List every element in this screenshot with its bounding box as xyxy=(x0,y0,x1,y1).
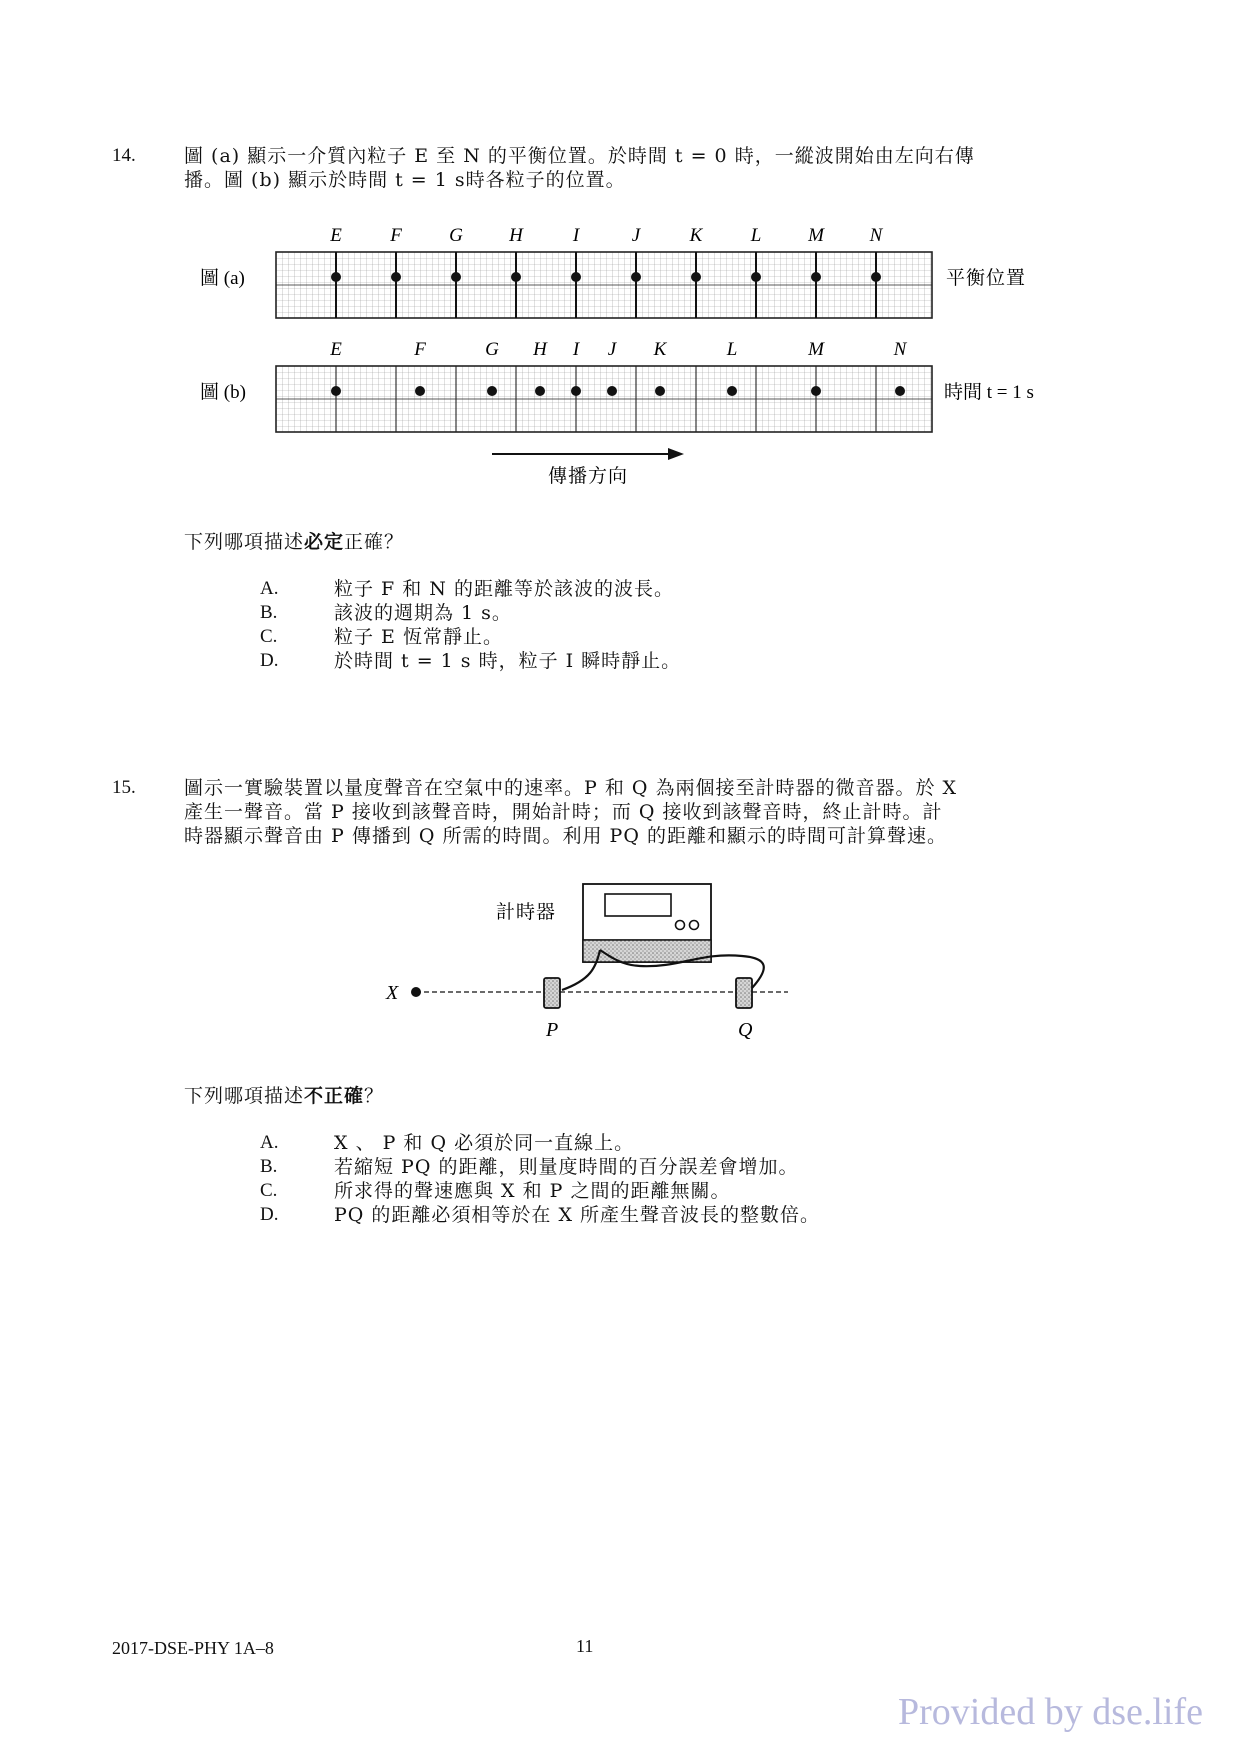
label-b-I: I xyxy=(572,339,580,360)
q14-prompt-pre: 下列哪項描述 xyxy=(184,531,305,553)
label-b-M: M xyxy=(808,339,824,360)
option-letter: C. xyxy=(260,626,278,647)
q14-prompt-bold: 必定 xyxy=(304,531,345,553)
option-text: 若縮短 PQ 的距離，則量度時間的百分誤差會增加。 xyxy=(334,1156,799,1178)
option-letter: A. xyxy=(260,578,279,599)
fig-a-label: 圖 (a) xyxy=(200,268,245,289)
q15-prompt-post: ？ xyxy=(364,1085,385,1107)
q14-text-line-2: 播。圖 (b) 顯示於時間 t = 1 s時各粒子的位置。 xyxy=(184,169,626,191)
label-b-G: G xyxy=(485,339,499,360)
microphone-q xyxy=(736,978,752,1008)
option-text: 所求得的聲速應與 X 和 P 之間的距離無關。 xyxy=(334,1180,731,1202)
paper-code: 2017-DSE-PHY 1A–8 xyxy=(112,1638,274,1658)
q14-question-text xyxy=(184,144,1084,192)
q14-prompt xyxy=(184,527,404,554)
label-b-F: F xyxy=(414,339,426,360)
option-text: 粒子 E 恆常靜止。 xyxy=(334,626,503,648)
page-number: 11 xyxy=(576,1636,594,1656)
label-a-I: I xyxy=(572,225,580,246)
q15-prompt-pre: 下列哪項描述 xyxy=(184,1085,305,1107)
label-a-H: H xyxy=(509,225,523,246)
label-a-N: N xyxy=(869,225,883,246)
q15-text-line-1: 圖示一實驗裝置以量度聲音在空氣中的速率。P 和 Q 為兩個接至計時器的微音器。於 X xyxy=(184,777,958,799)
q15-question-text xyxy=(184,776,1084,848)
q-label: Q xyxy=(738,1019,753,1041)
direction-label: 傳播方向 xyxy=(547,466,629,487)
timer-display xyxy=(605,894,671,916)
fig-a-grid xyxy=(276,252,932,318)
option-text: 於時間 t = 1 s 時，粒子 I 瞬時靜止。 xyxy=(334,650,682,672)
q14-number: 14. xyxy=(112,145,136,166)
q14-prompt-post: 正確？ xyxy=(344,531,405,553)
label-b-K: K xyxy=(653,339,667,360)
option-text: PQ 的距離必須相等於在 X 所產生聲音波長的整數倍。 xyxy=(334,1204,821,1226)
option-letter: B. xyxy=(260,602,278,623)
label-a-J: J xyxy=(631,225,641,246)
label-a-E: E xyxy=(330,225,342,246)
option-letter: A. xyxy=(260,1132,279,1153)
label-b-E: E xyxy=(330,339,342,360)
q15-number: 15. xyxy=(112,777,136,798)
sound-source-x xyxy=(411,987,421,997)
label-a-G: G xyxy=(449,225,463,246)
option-text: 粒子 F 和 N 的距離等於該波的波長。 xyxy=(334,578,674,600)
q15-prompt xyxy=(184,1081,384,1108)
q15-prompt-bold: 不正確 xyxy=(304,1085,365,1107)
fig-b-grid xyxy=(276,366,932,432)
q15-text-line-3: 時器顯示聲音由 P 傳播到 Q 所需的時間。利用 PQ 的距離和顯示的時間可計算聲速。 xyxy=(184,825,947,847)
option-text: 該波的週期為 1 s。 xyxy=(334,602,512,624)
propagation-arrow-icon xyxy=(492,448,684,460)
option-letter: D. xyxy=(260,650,279,671)
label-a-F: F xyxy=(390,225,402,246)
option-letter: B. xyxy=(260,1156,278,1177)
label-b-N: N xyxy=(893,339,907,360)
q14-wave-figure xyxy=(0,210,1235,500)
label-a-K: K xyxy=(689,225,703,246)
x-label: X xyxy=(386,982,399,1004)
fig-b-label: 圖 (b) xyxy=(200,382,246,403)
label-a-M: M xyxy=(808,225,824,246)
timer-label: 計時器 xyxy=(496,902,557,923)
q14-text-line-1: 圖 (a) 顯示一介質內粒子 E 至 N 的平衡位置。於時間 t = 0 時，一縱波開始由左向右傳 xyxy=(184,145,975,167)
fig-a-right-label: 平衡位置 xyxy=(946,268,1027,289)
microphone-p xyxy=(544,978,560,1008)
watermark: Provided by dse.life xyxy=(898,1691,1204,1733)
label-a-L: L xyxy=(750,225,762,246)
option-letter: D. xyxy=(260,1204,279,1225)
p-label: P xyxy=(546,1019,559,1041)
fig-b-right-label: 時間 t = 1 s xyxy=(944,382,1034,403)
label-b-L: L xyxy=(726,339,738,360)
q15-text-line-2: 產生一聲音。當 P 接收到該聲音時，開始計時；而 Q 接收到該聲音時，終止計時。計 xyxy=(184,801,943,823)
q15-experiment-figure xyxy=(360,870,820,1050)
option-text: X 、 P 和 Q 必須於同一直線上。 xyxy=(334,1132,635,1154)
option-letter: C. xyxy=(260,1180,278,1201)
label-b-J: J xyxy=(607,339,617,360)
label-b-H: H xyxy=(533,339,547,360)
